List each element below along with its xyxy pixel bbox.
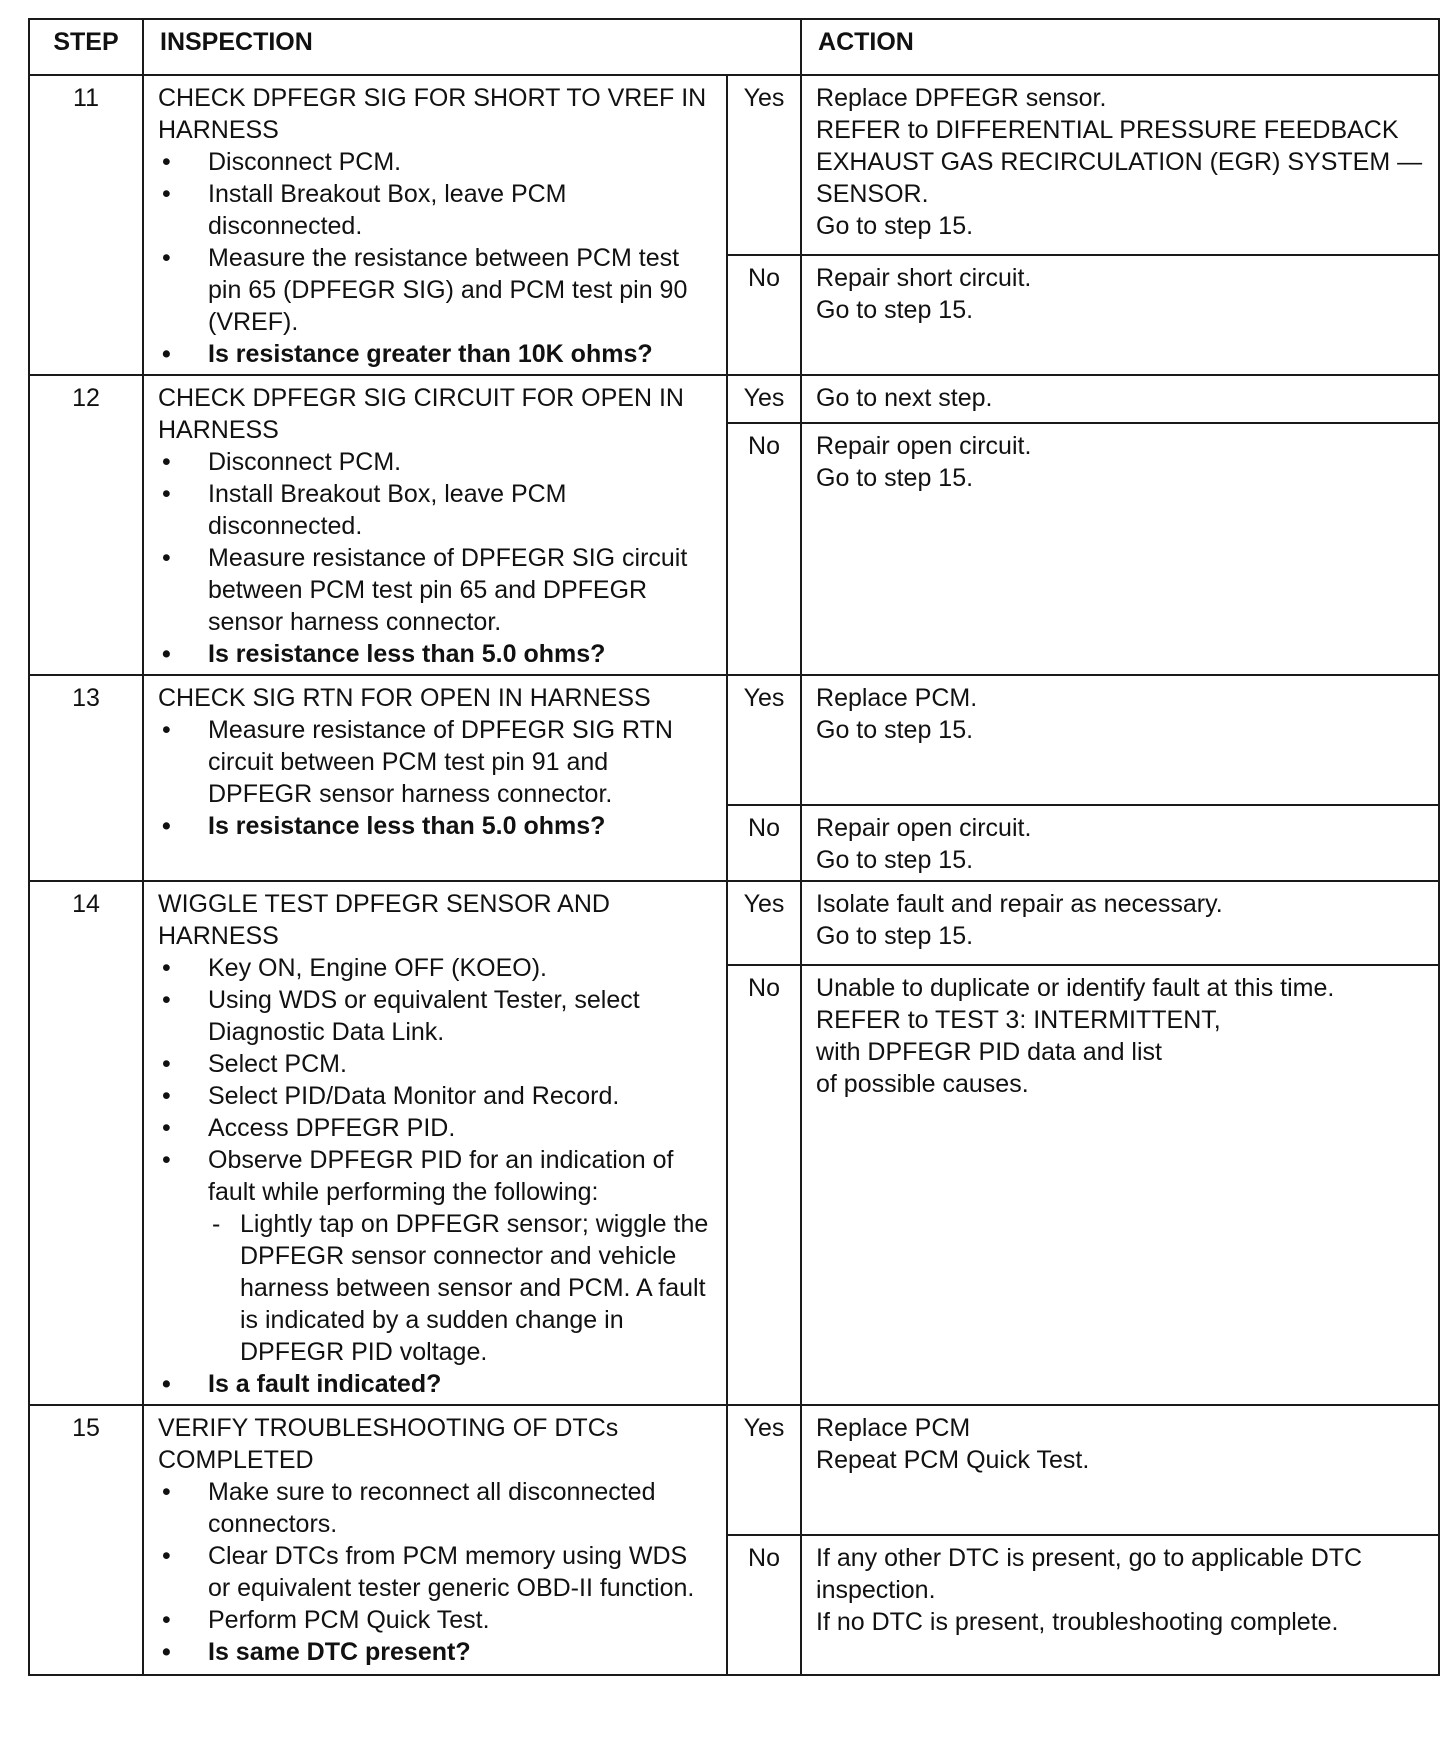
- inspection-step: [158, 178, 716, 242]
- inspection-header: INSPECTION: [143, 19, 801, 75]
- action-line: Repair open circuit.: [816, 814, 1032, 842]
- no-action: [801, 1535, 1439, 1675]
- action-header: ACTION: [801, 19, 1439, 75]
- inspection-step-text: Disconnect PCM.: [208, 448, 402, 476]
- inspection-step-text: Measure resistance of DPFEGR SIG circuit between PCM test pin 65 and DPFEGR sensor harness connector.: [208, 544, 688, 636]
- inspection-step: [158, 1144, 716, 1368]
- action-line: Replace DPFEGR sensor.: [816, 84, 1107, 112]
- inspection-step-text: Clear DTCs from PCM memory using WDS or equivalent tester generic OBD-II function.: [208, 1542, 695, 1602]
- step-row-15-yes: [29, 1405, 1439, 1535]
- step-header: STEP: [29, 19, 143, 75]
- inspection-title: CHECK SIG RTN FOR OPEN IN HARNESS: [158, 684, 651, 712]
- inspection-step-text: Measure resistance of DPFEGR SIG RTN circuit between PCM test pin 91 and DPFEGR sensor harness connector.: [208, 716, 673, 808]
- yes-label: Yes: [727, 881, 801, 965]
- action-line: Replace PCM: [816, 1414, 971, 1442]
- inspection-step-text: Select PID/Data Monitor and Record.: [208, 1082, 620, 1110]
- no-label: No: [727, 1535, 801, 1675]
- no-action: [801, 965, 1439, 1405]
- inspection-cell: [143, 881, 727, 1405]
- step-row-11-yes: [29, 75, 1439, 255]
- no-label: No: [727, 255, 801, 375]
- inspection-step: [158, 446, 716, 478]
- inspection-step: [158, 478, 716, 542]
- no-action: [801, 805, 1439, 881]
- no-label: No: [727, 805, 801, 881]
- inspection-cell: [143, 375, 727, 675]
- inspection-step: [158, 1080, 716, 1112]
- inspection-question: • Is resistance greater than 10K ohms?: [158, 338, 716, 370]
- inspection-step-text: Select PCM.: [208, 1050, 347, 1078]
- inspection-step-text: Access DPFEGR PID.: [208, 1114, 456, 1142]
- inspection-substeps: [208, 1208, 716, 1368]
- inspection-step-text: Install Breakout Box, leave PCM disconnected.: [208, 480, 567, 540]
- yes-action: [801, 675, 1439, 805]
- step-row-14-yes: [29, 881, 1439, 965]
- inspection-step: [158, 542, 716, 638]
- action-line: Isolate fault and repair as necessary.: [816, 890, 1223, 918]
- inspection-question: • Is a fault indicated?: [158, 1368, 716, 1400]
- action-line: Repeat PCM Quick Test.: [816, 1446, 1090, 1474]
- action-line: with DPFEGR PID data and list: [816, 1037, 1162, 1066]
- inspection-question: • Is same DTC present?: [158, 1636, 716, 1668]
- yes-action: [801, 881, 1439, 965]
- action-line: Go to step 15.: [816, 716, 974, 744]
- inspection-step-text: Make sure to reconnect all disconnected connectors.: [208, 1478, 656, 1538]
- inspection-step: [158, 1048, 716, 1080]
- inspection-title: WIGGLE TEST DPFEGR SENSOR AND HARNESS: [158, 890, 610, 950]
- action-line: If any other DTC is present, go to applicable DTC inspection.: [816, 1544, 1363, 1604]
- yes-action: [801, 75, 1439, 255]
- inspection-step-text: Observe DPFEGR PID for an indication of fault while performing the following:: [208, 1146, 674, 1206]
- inspection-title: VERIFY TROUBLESHOOTING OF DTCs COMPLETED: [158, 1414, 619, 1474]
- inspection-step-text: Perform PCM Quick Test.: [208, 1606, 490, 1634]
- no-label: No: [727, 423, 801, 675]
- yes-label: Yes: [727, 1405, 801, 1535]
- step-row-12-yes: [29, 375, 1439, 423]
- inspection-cell: [143, 675, 727, 881]
- inspection-step: [158, 984, 716, 1048]
- inspection-step: [158, 242, 716, 338]
- action-line: of possible causes.: [816, 1069, 1029, 1098]
- inspection-title: CHECK DPFEGR SIG FOR SHORT TO VREF IN HARNESS: [158, 84, 707, 144]
- step-number: 11: [29, 75, 143, 375]
- step-number: 15: [29, 1405, 143, 1675]
- action-line: Go to next step.: [816, 384, 993, 412]
- inspection-cell: [143, 75, 727, 375]
- action-line: Unable to duplicate or identify fault at this time.: [816, 973, 1335, 1002]
- inspection-step-text: Using WDS or equivalent Tester, select Diagnostic Data Link.: [208, 986, 640, 1046]
- inspection-step: [158, 714, 716, 810]
- header-row: [29, 19, 1439, 75]
- inspection-step-text: Key ON, Engine OFF (KOEO).: [208, 954, 547, 982]
- no-label: No: [727, 965, 801, 1405]
- inspection-step: [158, 1540, 716, 1604]
- action-line: Repair open circuit.: [816, 432, 1032, 461]
- inspection-step-text: Disconnect PCM.: [208, 148, 402, 176]
- inspection-steps: [158, 1476, 716, 1668]
- inspection-steps: [158, 146, 716, 370]
- inspection-cell: [143, 1405, 727, 1675]
- step-number: 14: [29, 881, 143, 1405]
- inspection-step: [158, 1604, 716, 1636]
- inspection-step-text: Install Breakout Box, leave PCM disconnected.: [208, 180, 567, 240]
- yes-label: Yes: [727, 375, 801, 423]
- diagnostic-table: [28, 18, 1440, 1676]
- inspection-question: • Is resistance less than 5.0 ohms?: [158, 638, 716, 670]
- action-line: Repair short circuit.: [816, 264, 1032, 293]
- inspection-step-text: Measure the resistance between PCM test pin 65 (DPFEGR SIG) and PCM test pin 90 (VREF).: [208, 244, 688, 336]
- inspection-step: [158, 1476, 716, 1540]
- yes-label: Yes: [727, 675, 801, 805]
- step-number: 13: [29, 675, 143, 881]
- diagnostic-table-page: [28, 18, 1438, 1676]
- inspection-step: [158, 1112, 716, 1144]
- action-line: REFER to TEST 3: INTERMITTENT,: [816, 1005, 1221, 1034]
- inspection-substep: - Lightly tap on DPFEGR sensor; wiggle the DPFEGR sensor connector and vehicle harness between sensor and PCM. A fault is indicated by a sudden change in DPFEGR PID voltage.: [208, 1208, 716, 1368]
- inspection-steps: [158, 952, 716, 1400]
- action-line: Go to step 15.: [816, 922, 974, 950]
- no-action: [801, 423, 1439, 675]
- step-number: 12: [29, 375, 143, 675]
- action-line: Go to step 15.: [816, 212, 974, 240]
- inspection-steps: [158, 714, 716, 842]
- action-line: Replace PCM.: [816, 684, 978, 712]
- yes-action: [801, 375, 1439, 423]
- inspection-question: • Is resistance less than 5.0 ohms?: [158, 810, 716, 842]
- action-line: Go to step 15.: [816, 464, 974, 493]
- inspection-title: CHECK DPFEGR SIG CIRCUIT FOR OPEN IN HARNESS: [158, 384, 684, 444]
- action-line: Go to step 15.: [816, 846, 974, 874]
- inspection-step: [158, 952, 716, 984]
- step-row-13-yes: [29, 675, 1439, 805]
- yes-action: [801, 1405, 1439, 1535]
- inspection-steps: [158, 446, 716, 670]
- inspection-step: [158, 146, 716, 178]
- action-line: If no DTC is present, troubleshooting complete.: [816, 1608, 1339, 1636]
- action-line: REFER to DIFFERENTIAL PRESSURE FEEDBACK EXHAUST GAS RECIRCULATION (EGR) SYSTEM — SENSOR.: [816, 116, 1423, 208]
- action-line: Go to step 15.: [816, 296, 974, 325]
- no-action: [801, 255, 1439, 375]
- yes-label: Yes: [727, 75, 801, 255]
